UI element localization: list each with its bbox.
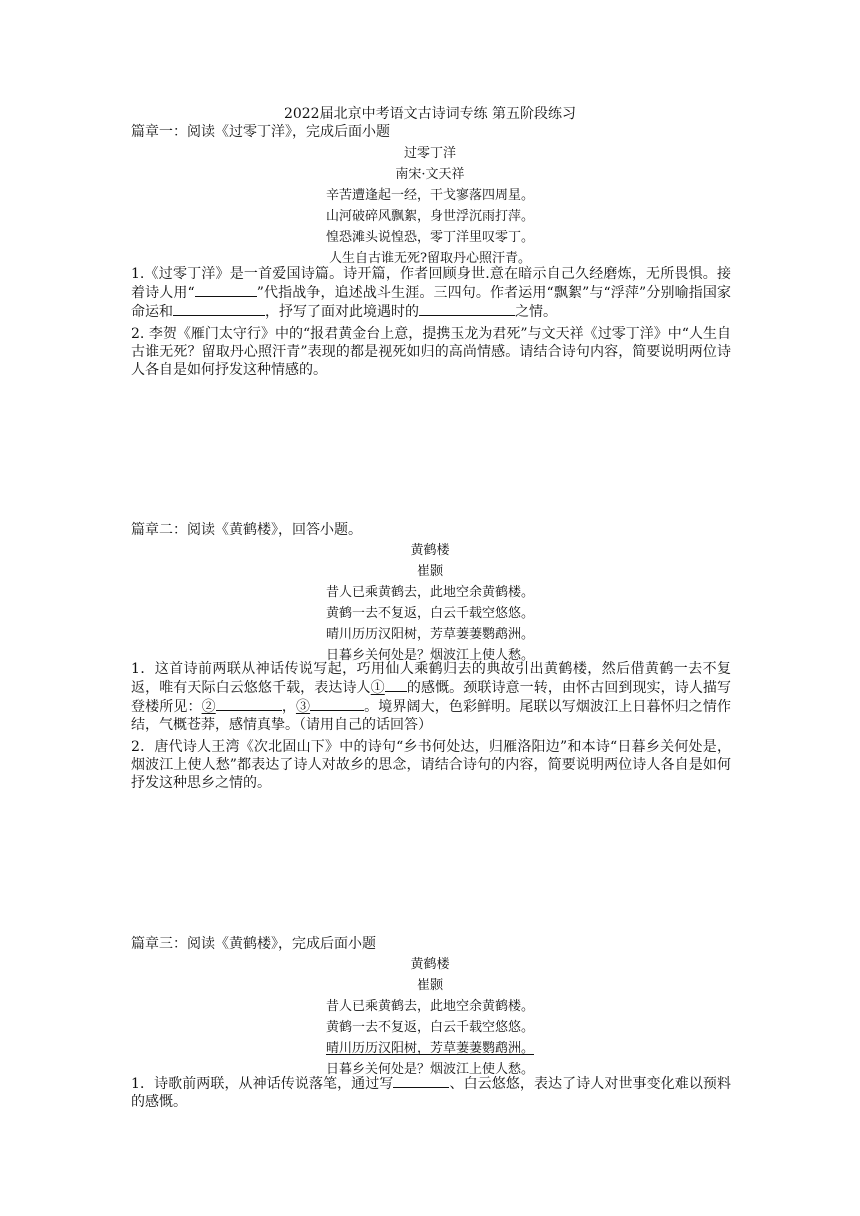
section-1-heading: 篇章一：阅读《过零丁洋》，完成后面小题 xyxy=(131,124,390,140)
poem-title: 过零丁洋 xyxy=(403,146,456,161)
answer-blank[interactable] xyxy=(385,678,407,692)
poem-line: 辛苦遭逢起一经，干戈寥落四周星。 xyxy=(325,188,534,203)
section-3-heading: 篇章三：阅读《黄鹤楼》，完成后面小题 xyxy=(131,936,376,952)
poem-line: 人生自古谁无死?留取丹心照汗青。 xyxy=(329,251,531,266)
poem-author: 南宋·文天祥 xyxy=(395,167,465,182)
poem-author: 崔颢 xyxy=(416,564,443,579)
poem-line: 晴川历历汉阳树，芳草萋萋鹦鹉洲。 xyxy=(325,627,534,642)
question-text: 1．这首诗前两联从神话传说写起，巧用仙人乘鹤归去的典故引出黄鹤楼，然后借黄鹤一去不复返，唯有天际白云悠悠千载，表达诗人 xyxy=(131,661,731,696)
poem-line: 昔人已乘黄鹤去，此地空余黄鹤楼。 xyxy=(325,999,534,1014)
blank-marker: ① xyxy=(370,680,385,696)
poem-line: 日暮乡关何处是？烟波江上使人愁。 xyxy=(325,1062,534,1077)
poem-title: 黄鹤楼 xyxy=(410,543,450,558)
poem-line: 黄鹤一去不复返，白云千载空悠悠。 xyxy=(325,606,534,621)
answer-blank[interactable] xyxy=(419,302,515,316)
blank-marker: ② xyxy=(201,699,216,715)
question-text: 1.《过零丁洋》是一首爱国诗篇。诗开篇，作者回顾身世.意在暗示自己久经磨炼，无所畏惧。接着诗人用“ xyxy=(131,266,731,301)
poem-line: 黄鹤一去不复返，白云千载空悠悠。 xyxy=(325,1020,534,1035)
question-text: 的感慨。颈联诗意一转，由怀古回到现实，诗人描写登楼所见： xyxy=(131,680,732,715)
question-text: 之情。 xyxy=(515,304,557,320)
section-2-question-1 xyxy=(131,660,731,734)
section-1-poem xyxy=(0,143,860,269)
document-title: 2022届北京中考语文古诗词专练 第五阶段练习 xyxy=(283,106,577,122)
poem-line: 晴川历历汉阳树，芳草萋萋鹦鹉洲。 xyxy=(325,1041,534,1056)
answer-blank[interactable] xyxy=(195,283,257,297)
question-text: ”代指战争，追述战斗生涯。三四句。作者运用“飘絮”与“浮萍”分别喻指国家命运和 xyxy=(131,285,731,320)
section-2-poem xyxy=(0,540,860,666)
blank-marker: ③ xyxy=(295,699,311,715)
poem-line: 惶恐滩头说惶恐，零丁洋里叹零丁。 xyxy=(325,230,534,245)
section-1-question-1 xyxy=(131,265,731,321)
section-2-question-2: 2．唐代诗人王湾《次北固山下》中的诗句“乡书何处达，归雁洛阳边”和本诗“日暮乡关何处是，烟波江上使人愁”都表达了诗人对故乡的思念，请结合诗句的内容，简要说明两位诗人各自是如何抒发这种思乡之情的。 xyxy=(131,739,731,791)
poem-title: 黄鹤楼 xyxy=(410,957,450,972)
poem-line: 山河破碎风飘絮，身世浮沉雨打萍。 xyxy=(325,209,534,224)
question-text: 。境界阔大，色彩鲜明。尾联以写烟波江上日暮怀归之情作结，气概苍莽，感情真挚。（请用自己的话回答） xyxy=(131,699,732,733)
question-text: ，抒写了面对此境遇时的 xyxy=(265,304,419,320)
question-text: 1．诗歌前两联，从神话传说落笔，通过写 xyxy=(131,1076,394,1092)
answer-blank[interactable] xyxy=(310,697,364,711)
poem-line: 日暮乡关何处是？烟波江上使人愁。 xyxy=(325,648,534,663)
answer-blank[interactable] xyxy=(393,1074,449,1088)
question-text: 、白云悠悠，表达了诗人对世事变化难以预料的感慨。 xyxy=(131,1076,732,1110)
section-1-question-2: 2. 李贺《雁门太守行》中的“报君黄金台上意，提携玉龙为君死”与文天祥《过零丁洋》中“人生自古谁无死？留取丹心照汗青”表现的都是视死如归的高尚情感。请结合诗句内容，简要说明两位诗人各自是如何抒发这种情感的。 xyxy=(131,326,731,378)
section-3-poem xyxy=(0,954,860,1080)
poem-line: 昔人已乘黄鹤去，此地空余黄鹤楼。 xyxy=(325,585,534,600)
question-text: ， xyxy=(281,699,296,715)
section-2-heading: 篇章二：阅读《黄鹤楼》，回答小题。 xyxy=(131,522,362,538)
answer-blank[interactable] xyxy=(216,697,282,711)
poem-author: 崔颢 xyxy=(416,978,443,993)
answer-blank[interactable] xyxy=(173,302,265,316)
section-3-question-1 xyxy=(131,1074,731,1111)
